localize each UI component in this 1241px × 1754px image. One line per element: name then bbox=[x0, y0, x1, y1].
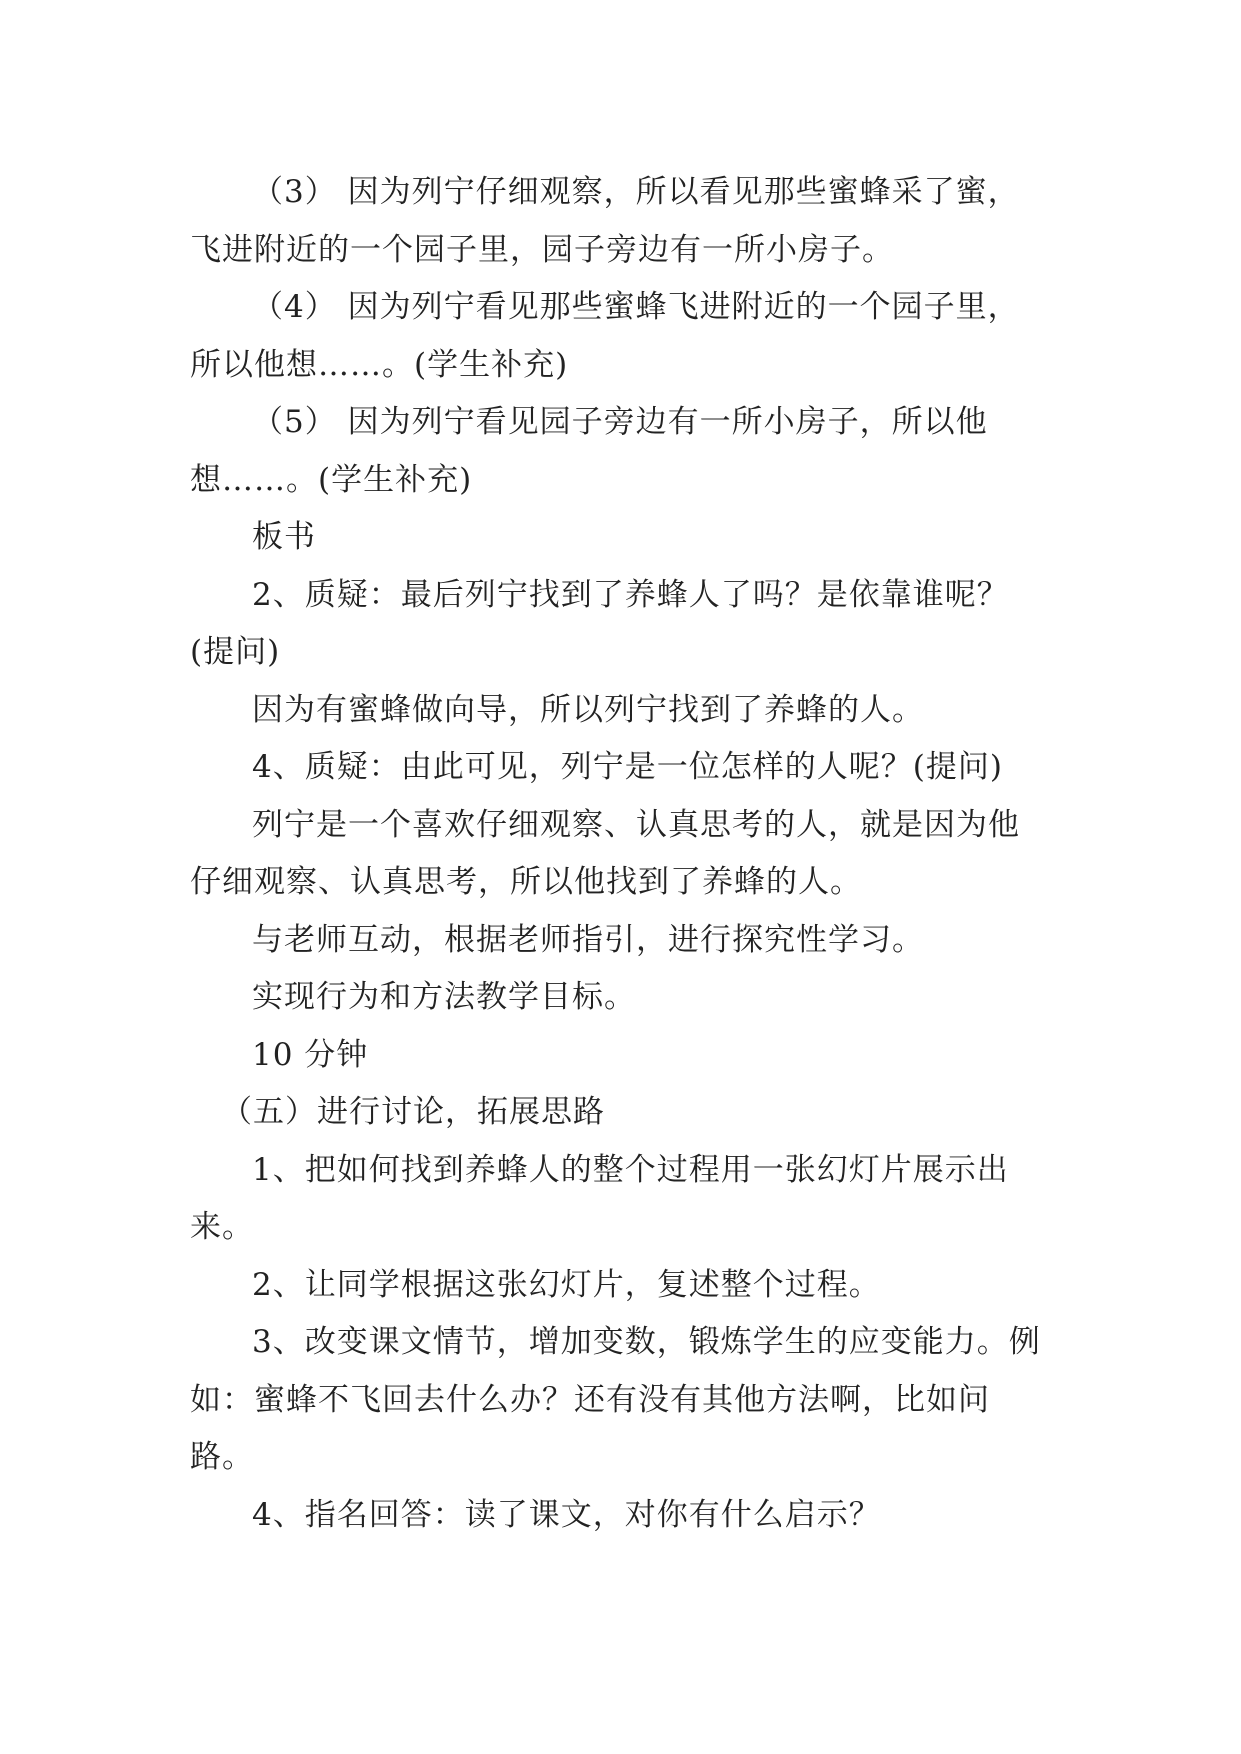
paragraph-answer-2: 因为有蜜蜂做向导，所以列宁找到了养蜂的人。 bbox=[252, 691, 924, 728]
paragraph-step-5: （5） 因为列宁看见园子旁边有一所小房子，所以他想……。(学生补充) bbox=[190, 404, 988, 498]
paragraph-discussion-3: 3、改变课文情节，增加变数，锻炼学生的应变能力。例如：蜜蜂不飞回去什么办？还有没有其他方法啊，比如问路。 bbox=[190, 1324, 1041, 1475]
section-heading-five: （五）进行讨论，拓展思路 bbox=[221, 1094, 605, 1130]
paragraph-student-activity: 与老师互动，根据老师指引，进行探究性学习。 bbox=[252, 921, 924, 958]
paragraph-discussion-2: 2、让同学根据这张幻灯片，复述整个过程。 bbox=[252, 1266, 881, 1303]
paragraph-answer-4: 列宁是一个喜欢仔细观察、认真思考的人，就是因为他仔细观察、认真思考，所以他找到了养蜂的人。 bbox=[190, 806, 1020, 900]
paragraph-question-2: 2、质疑：最后列宁找到了养蜂人了吗？是依靠谁呢？(提问) bbox=[190, 576, 1009, 670]
paragraph-teaching-goal: 实现行为和方法教学目标。 bbox=[252, 979, 636, 1015]
paragraph-discussion-1: 1、把如何找到养蜂人的整个过程用一张幻灯片展示出来。 bbox=[190, 1151, 1009, 1245]
paragraph-step-3: （3） 因为列宁仔细观察，所以看见那些蜜蜂采了蜜，飞进附近的一个园子里，园子旁边有一所小房子。 bbox=[190, 174, 1020, 268]
paragraph-step-4: （4） 因为列宁看见那些蜜蜂飞进附近的一个园子里，所以他想……。(学生补充) bbox=[190, 289, 1020, 383]
paragraph-blackboard: 板书 bbox=[252, 519, 316, 555]
document-body bbox=[190, 164, 1050, 1544]
paragraph-discussion-4: 4、指名回答：读了课文，对你有什么启示？ bbox=[252, 1496, 881, 1533]
paragraph-duration: 10 分钟 bbox=[252, 1036, 369, 1073]
paragraph-question-4: 4、质疑：由此可见，列宁是一位怎样的人呢？(提问) bbox=[252, 749, 1003, 785]
